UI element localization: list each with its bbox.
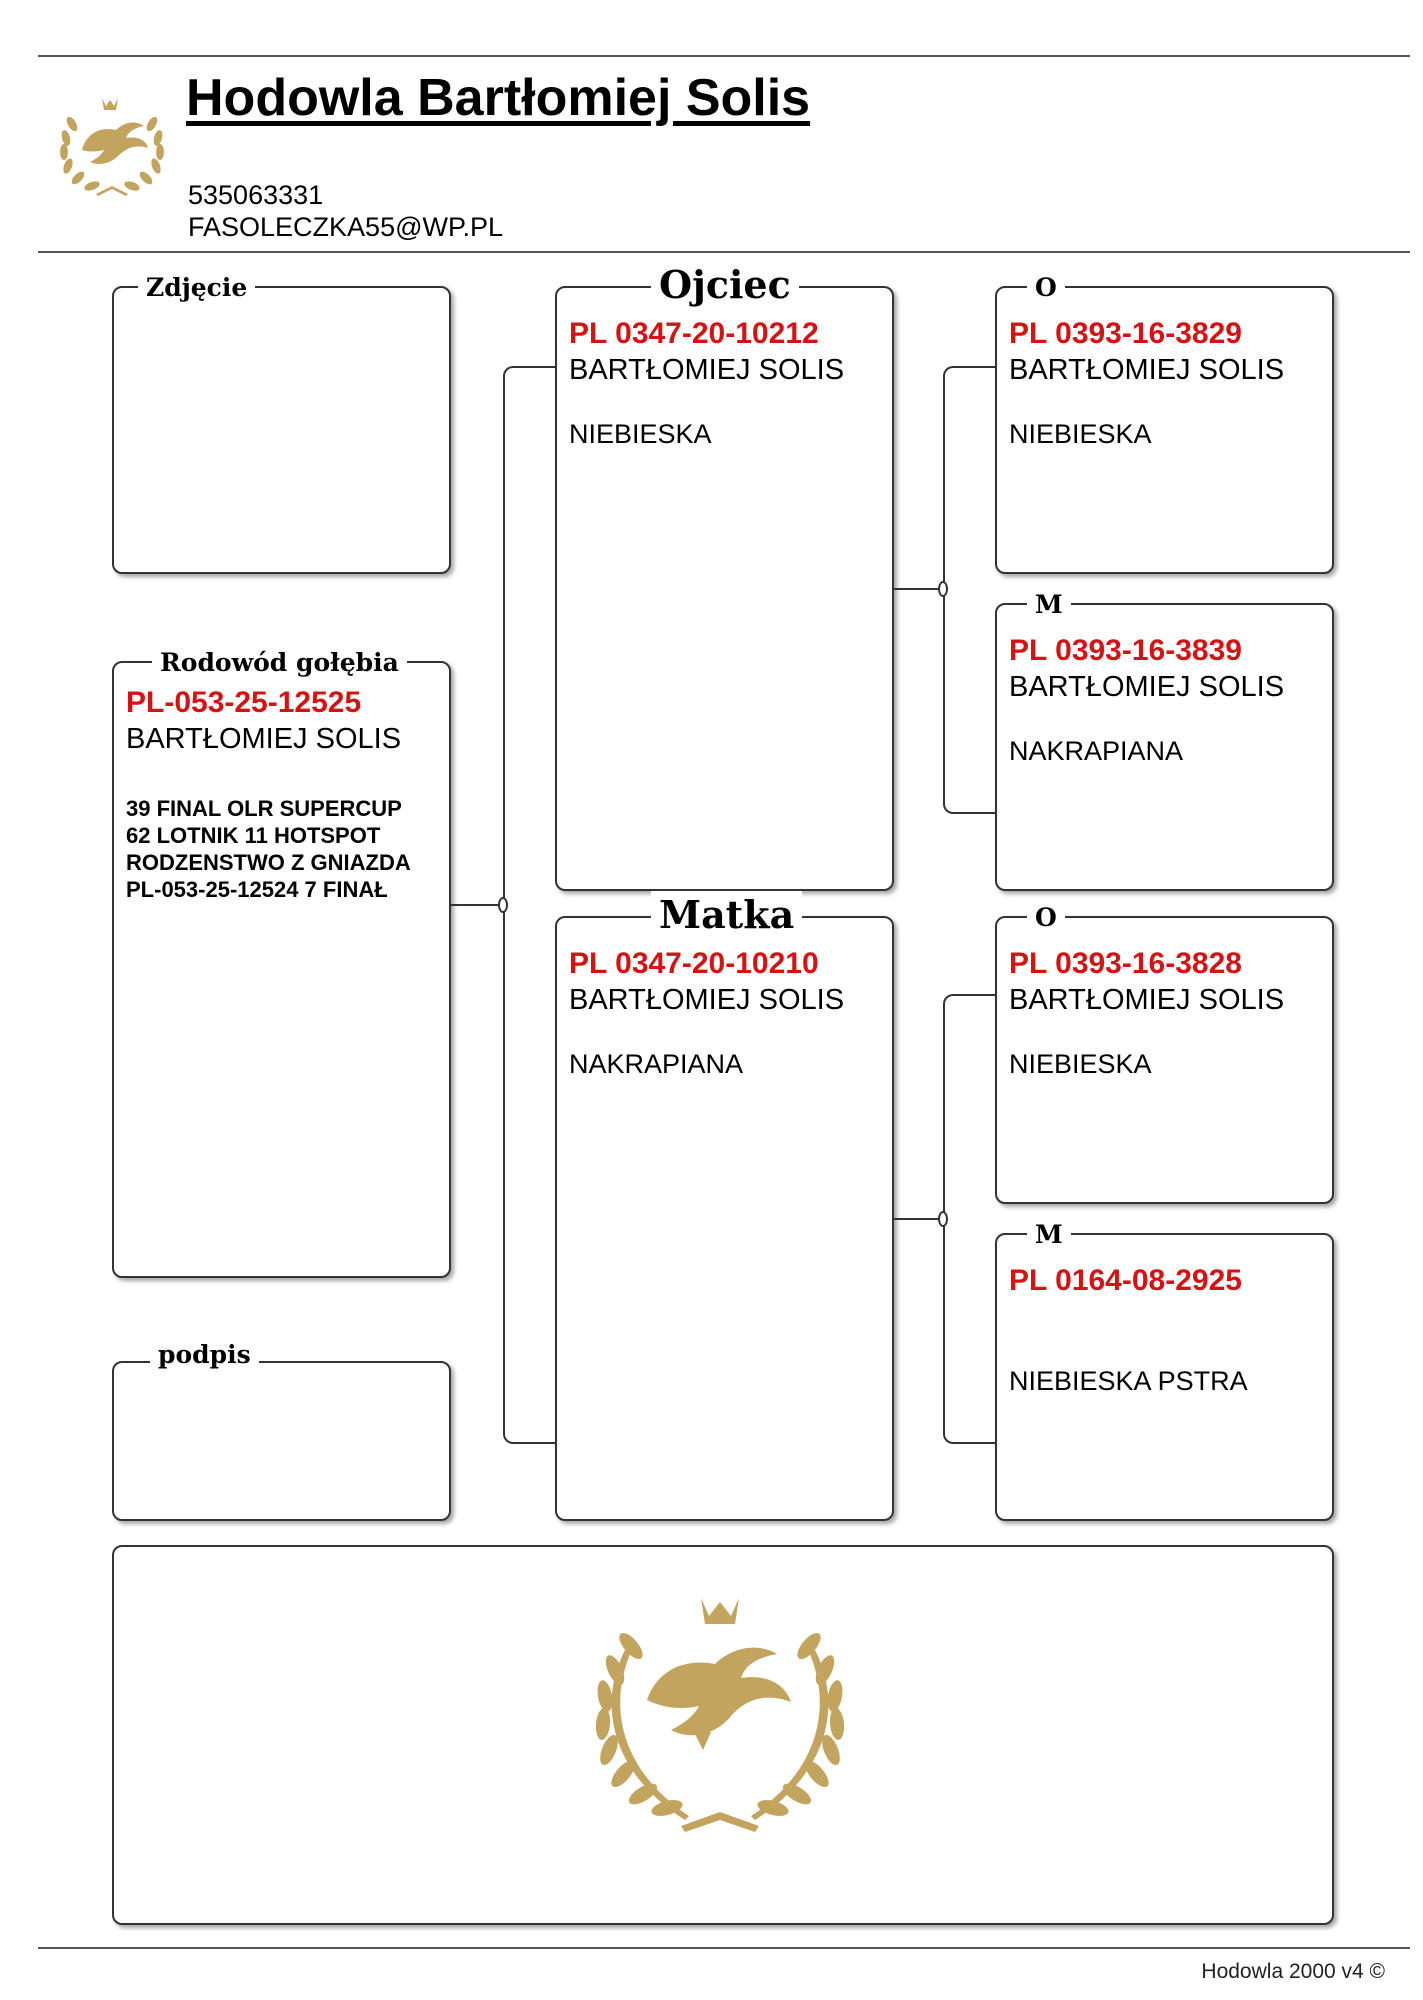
mother-ring-number: PL 0347-20-10210 — [569, 947, 819, 980]
mother-father-color: NIEBIESKA — [1009, 1049, 1152, 1079]
pigeon-ring-number: PL-053-25-12525 — [126, 686, 362, 719]
father-father-label: O — [1027, 268, 1065, 308]
father-label: Ojciec — [651, 261, 799, 309]
mother-mother-details — [1009, 1263, 1324, 1398]
signature-box-label: podpis — [150, 1335, 259, 1375]
connector — [894, 1218, 944, 1220]
father-father-details — [1009, 316, 1324, 451]
father-mother-color: NAKRAPIANA — [1009, 736, 1184, 766]
father-ring-number: PL 0347-20-10212 — [569, 317, 819, 350]
phone-number: 535063331 — [188, 180, 324, 210]
signature-box — [112, 1340, 451, 1521]
pigeon-owner: BARTŁOMIEJ SOLIS — [126, 723, 402, 755]
mother-details — [569, 946, 884, 1081]
father-owner: BARTŁOMIEJ SOLIS — [569, 354, 845, 386]
note-line: 39 FINAL OLR SUPERCUP — [126, 796, 402, 821]
pigeon-details — [126, 685, 441, 903]
father-father-ring-number: PL 0393-16-3829 — [1009, 317, 1242, 350]
page-title: Hodowla Bartłomiej Solis — [186, 69, 811, 127]
father-parents-bracket — [943, 366, 997, 814]
top-rule — [38, 55, 1410, 57]
connector-knot — [938, 581, 948, 597]
pigeon-box-label: Rodowód gołębia — [152, 643, 407, 683]
connector — [451, 904, 504, 906]
email-address: FASOLECZKA55@WP.PL — [188, 212, 504, 242]
father-mother-ring-number: PL 0393-16-3839 — [1009, 634, 1242, 667]
father-mother-label: M — [1027, 585, 1071, 625]
mother-father-owner: BARTŁOMIEJ SOLIS — [1009, 984, 1285, 1016]
laurel-dove-crown-icon — [52, 92, 172, 202]
father-color: NIEBIESKA — [569, 419, 712, 449]
mother-father-label: O — [1027, 898, 1065, 938]
mother-mother-color: NIEBIESKA PSTRA — [1009, 1366, 1248, 1396]
footer-rule — [38, 1947, 1410, 1949]
mother-parents-bracket — [943, 994, 997, 1444]
mother-mother-label: M — [1027, 1215, 1071, 1255]
connector-knot — [498, 897, 508, 913]
father-mother-box — [995, 590, 1334, 891]
parents-bracket — [503, 366, 557, 1444]
mother-box — [555, 892, 894, 1521]
photo-box — [112, 273, 451, 574]
mother-color: NAKRAPIANA — [569, 1049, 744, 1079]
father-father-box — [995, 273, 1334, 574]
mother-father-details — [1009, 946, 1324, 1081]
connector-knot — [938, 1211, 948, 1227]
note-line: PL-053-25-12524 7 FINAŁ — [126, 877, 388, 902]
header-rule — [38, 251, 1410, 253]
pigeon-box — [112, 648, 451, 1278]
footer-text: Hodowla 2000 v4 © — [1201, 1960, 1385, 1983]
note-line: 62 LOTNIK 11 HOTSPOT — [126, 823, 381, 848]
mother-mother-owner — [1009, 1299, 1324, 1335]
pigeon-notes — [126, 795, 441, 903]
father-box — [555, 262, 894, 891]
mother-father-ring-number: PL 0393-16-3828 — [1009, 947, 1242, 980]
father-father-color: NIEBIESKA — [1009, 419, 1152, 449]
father-mother-details — [1009, 633, 1324, 768]
father-father-owner: BARTŁOMIEJ SOLIS — [1009, 354, 1285, 386]
father-details — [569, 316, 884, 451]
father-mother-owner: BARTŁOMIEJ SOLIS — [1009, 671, 1285, 703]
mother-mother-box — [995, 1220, 1334, 1521]
mother-owner: BARTŁOMIEJ SOLIS — [569, 984, 845, 1016]
photo-box-label: Zdjęcie — [138, 268, 255, 308]
note-line: RODZENSTWO Z GNIAZDA — [126, 850, 411, 875]
mother-mother-ring-number: PL 0164-08-2925 — [1009, 1264, 1242, 1297]
connector — [894, 588, 944, 590]
mother-label: Matka — [651, 891, 802, 939]
laurel-dove-crown-emblem-icon — [585, 1590, 855, 1845]
mother-father-box — [995, 903, 1334, 1204]
